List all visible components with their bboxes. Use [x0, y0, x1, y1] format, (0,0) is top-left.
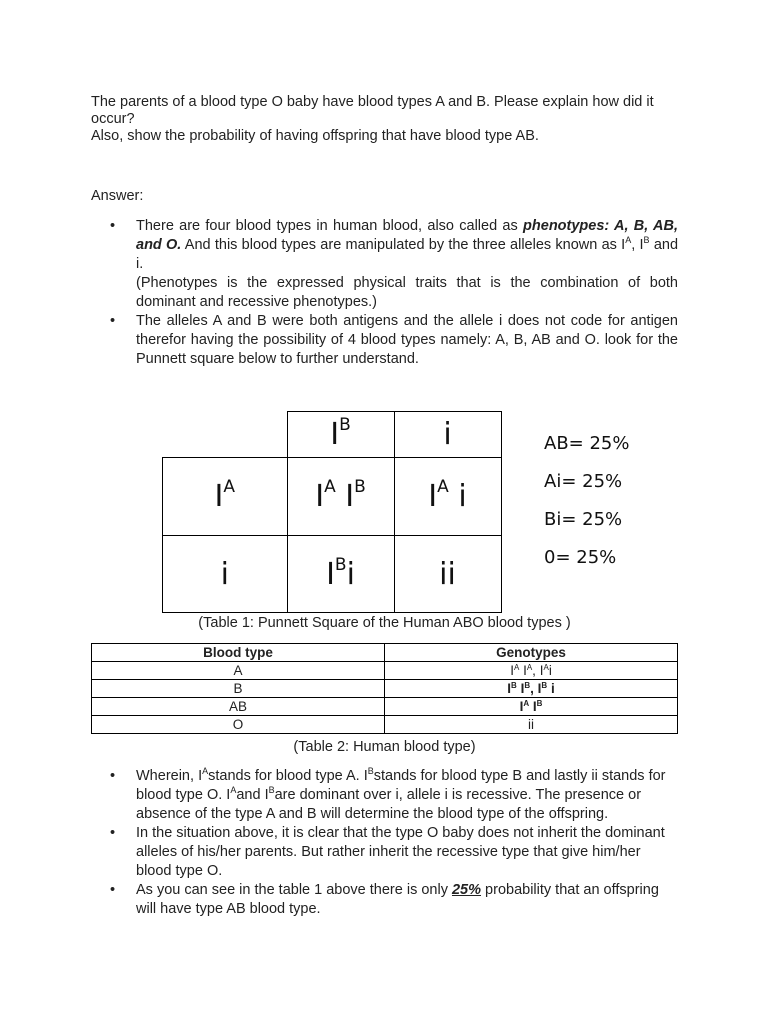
- phenotype-definition: (Phenotypes is the expressed physical traits that is the combination of both dominant and recessive phenotypes.): [136, 275, 678, 310]
- punnett-cell-IBi: $I^Bi$: [287, 536, 394, 613]
- punnett-row-IA: $I^A$: [163, 458, 288, 536]
- table-row: O ii: [92, 716, 678, 734]
- question-text: [91, 94, 681, 145]
- probability-Bi: Bi= 25%: [544, 509, 623, 530]
- bullet-recessive-inheritance: • In the situation above, it is clear that the type O baby does not inherit the dominant alleles of his/her parents. But rather inherit the recessive type that give him/her blood type O.: [110, 825, 665, 879]
- bullet-dot: •: [110, 313, 116, 329]
- punnett-square: [162, 411, 502, 613]
- allele-IB: $I^B$: [639, 235, 650, 253]
- table-header-row: [92, 644, 678, 662]
- bullet-dot: •: [110, 768, 116, 784]
- probability-Ai: Ai= 25%: [544, 471, 623, 492]
- bullet-allele-meaning: • Wherein, $I^Astands$ for blood type A. $I^Bstands$ for blood type B and lastly ii stands for blood type O. $I^Aand$ $I^Bare$ dominant over i, allele i is recessive. The presence or absence of the type A and B will determine the blood type of the offspring.: [110, 766, 666, 822]
- genotype-B: $I^B$ $I^B$, $I^B$ i: [385, 680, 678, 698]
- punnett-row-i: i: [163, 536, 288, 613]
- punnett-header-IB: $I^B$: [287, 412, 394, 458]
- punnett-cell-IAIB: $I^A$ $I^B$: [287, 458, 394, 536]
- blood-type-table: [91, 643, 678, 734]
- genotype-A: $I^A$ $I^A$, $I^Ai$: [385, 662, 678, 680]
- table-row: AB $I^A$ $I^B$: [92, 698, 678, 716]
- bullet-dot: •: [110, 882, 116, 898]
- column-header-blood-type: Blood type: [92, 644, 385, 662]
- question-line-2: Also, show the probability of having offspring that have blood type AB.: [91, 128, 539, 144]
- bullet-dot: •: [110, 218, 116, 234]
- bullet-ab-probability: • As you can see in the table 1 above there is only 25% probability that an offspring will have type AB blood type.: [110, 882, 659, 917]
- bullet-alleles-antigens: • The alleles A and B were both antigens and the allele i does not code for antigen therefor having the possibility of 4 blood types namely: A, B, AB and O. look for the Punnett square below to further understand.: [110, 313, 678, 367]
- punnett-cell-IAi: $I^A$ i: [394, 458, 501, 536]
- genotype-AB: $I^A$ $I^B$: [385, 698, 678, 716]
- bullet-list-explanation: [110, 217, 678, 369]
- bullet-blood-types: • There are four blood types in human blood, also called as phenotypes: A, B, AB, and O. And this blood types are manipulated by the three alleles known as $I^A$, $I^B$ and i. (Phenotypes is the expressed physical traits that is the combination of both dominant and recessive phenotypes.): [110, 218, 679, 310]
- column-header-genotypes: Genotypes: [385, 644, 678, 662]
- probability-25-percent: 25%: [451, 882, 482, 898]
- probability-AB: AB= 25%: [544, 433, 630, 454]
- bullet-dot: •: [110, 825, 116, 841]
- table1-caption: (Table 1: Punnett Square of the Human ABO blood types ): [198, 615, 571, 631]
- probability-O: 0= 25%: [544, 547, 617, 568]
- table-row: A $I^A$ $I^A$, $I^Ai$: [92, 662, 678, 680]
- question-line-1: The parents of a blood type O baby have blood types A and B. Please explain how did it occur?: [91, 94, 654, 127]
- answer-label: Answer:: [91, 188, 144, 204]
- table-row: B $I^B$ $I^B$, $I^B$ i: [92, 680, 678, 698]
- bullet-list-conclusion: [110, 767, 678, 919]
- punnett-header-i: i: [394, 412, 501, 458]
- table2-caption: (Table 2: Human blood type): [293, 739, 476, 755]
- punnett-corner-cell: [163, 412, 288, 458]
- allele-IA: $I^A$: [621, 235, 632, 253]
- genotype-O: ii: [385, 716, 678, 734]
- phenotypes-emphasis: phenotypes: A, B, AB, and O.: [136, 218, 679, 253]
- punnett-cell-ii: ii: [394, 536, 501, 613]
